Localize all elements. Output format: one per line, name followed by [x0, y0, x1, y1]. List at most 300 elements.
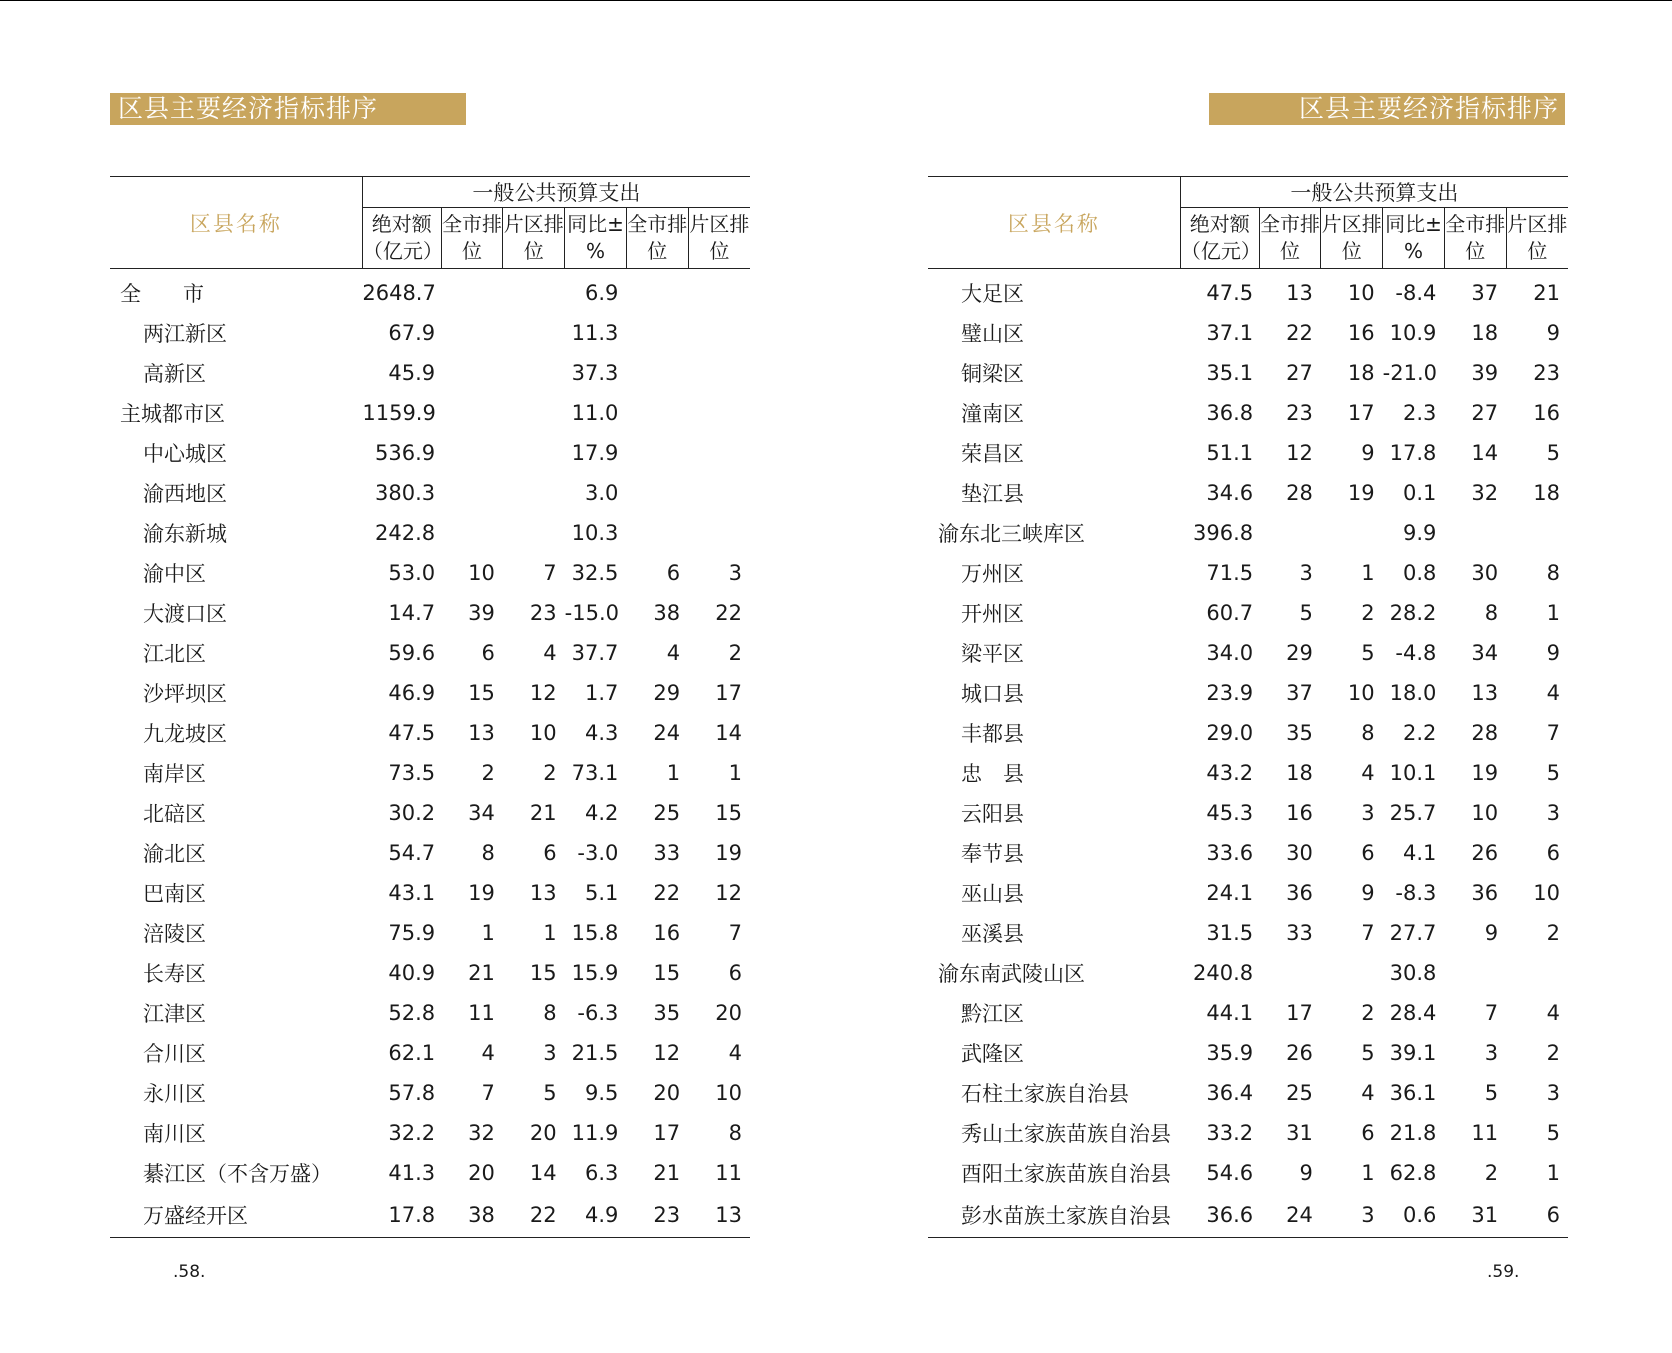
yoy-change-cell: 39.1	[1389, 1041, 1437, 1065]
county-name-cell: 渝东北三峡库区	[938, 522, 1085, 546]
absolute-amount-cell: 43.1	[388, 881, 436, 905]
zone-rank-2-cell: 8	[728, 1121, 742, 1145]
zone-rank-2-cell: 17	[715, 681, 742, 705]
zone-rank-2-cell: 6	[1546, 841, 1560, 865]
yoy-change-cell: 17.8	[1389, 441, 1437, 465]
county-name-cell: 巴南区	[143, 882, 206, 906]
city-rank-cell: 15	[468, 681, 495, 705]
city-rank-2-cell: 17	[653, 1121, 681, 1145]
absolute-amount-cell: 240.8	[1193, 961, 1254, 985]
yoy-change-cell: 32.5	[571, 561, 619, 585]
city-rank-2-cell	[626, 313, 688, 353]
county-name-cell: 铜梁区	[961, 362, 1024, 386]
zone-rank-cell: 21	[529, 801, 557, 825]
yoy-change-cell: 17.9	[571, 441, 619, 465]
city-rank-2-cell	[626, 393, 688, 433]
absolute-amount-cell: 62.1	[388, 1041, 436, 1065]
zone-rank-cell	[1321, 513, 1383, 553]
county-name-cell: 全 市	[120, 282, 204, 306]
zone-rank-2-cell: 1	[728, 761, 742, 785]
zone-rank-2-cell: 2	[728, 641, 742, 665]
zone-rank-2-cell: 15	[715, 801, 742, 825]
city-rank-cell	[441, 433, 503, 473]
city-rank-2-cell: 37	[1471, 281, 1499, 305]
city-rank-2-cell: 25	[653, 801, 681, 825]
absolute-amount-cell: 52.8	[388, 1001, 436, 1025]
yoy-change-cell: 2.3	[1403, 401, 1437, 425]
zone-rank-cell: 3	[543, 1041, 557, 1065]
page-title-banner	[110, 93, 466, 125]
zone-rank-2-cell: 7	[1546, 721, 1560, 745]
zone-rank-2-cell: 4	[728, 1041, 742, 1065]
zone-rank-cell: 1	[1361, 561, 1375, 585]
zone-rank-2-cell	[1506, 953, 1568, 993]
zone-rank-2-cell: 20	[715, 1001, 742, 1025]
zone-rank-2-cell	[688, 313, 750, 353]
table-row	[928, 953, 1568, 993]
absolute-amount-cell: 33.6	[1206, 841, 1254, 865]
table-row	[110, 793, 750, 833]
city-rank-header: 全市排位	[441, 208, 503, 269]
page-number: .58.	[173, 1262, 206, 1282]
city-rank-2-cell: 20	[653, 1081, 681, 1105]
yoy-change-cell: 9.5	[585, 1081, 619, 1105]
zone-rank-cell	[503, 513, 565, 553]
absolute-amount-cell: 17.8	[362, 1193, 441, 1238]
city-rank-2-cell: 36	[1471, 881, 1499, 905]
city-rank-2-cell: 7	[1484, 1001, 1499, 1025]
zone-rank-2-cell: 1	[1546, 1161, 1560, 1185]
table-row	[110, 873, 750, 913]
county-name-cell: 南川区	[143, 1122, 206, 1146]
county-name-cell: 忠 县	[961, 762, 1024, 786]
city-rank-2-cell: 10	[1471, 801, 1499, 825]
yoy-change-cell: 3.0	[585, 481, 619, 505]
city-rank-2-cell	[1444, 513, 1506, 553]
absolute-amount-cell: 45.3	[1206, 801, 1254, 825]
county-name-cell: 万州区	[961, 562, 1024, 586]
table-row	[110, 313, 750, 353]
county-name-cell: 渝西地区	[143, 482, 227, 506]
city-rank-cell: 17	[1286, 1001, 1313, 1025]
zone-rank-2-cell: 4	[1546, 681, 1560, 705]
table-row	[928, 833, 1568, 873]
zone-rank-cell: 9	[1361, 441, 1375, 465]
yoy-change-cell: 9.9	[1403, 521, 1437, 545]
city-rank-2-cell: 5	[1484, 1081, 1499, 1105]
zone-rank-2-header: 片区排位	[1506, 208, 1568, 269]
budget-expenditure-header: 一般公共预算支出	[362, 177, 750, 208]
city-rank-cell	[441, 353, 503, 393]
zone-rank-2-header: 片区排位	[688, 208, 750, 269]
yoy-change-cell: 11.9	[571, 1121, 619, 1145]
county-name-cell: 江北区	[143, 642, 206, 666]
table-row	[110, 553, 750, 593]
yoy-change-cell: 5.1	[585, 881, 619, 905]
absolute-amount-cell: 51.1	[1206, 441, 1254, 465]
absolute-amount-cell: 30.2	[388, 801, 436, 825]
county-name-cell: 巫山县	[961, 882, 1024, 906]
yoy-change-cell: 2.2	[1403, 721, 1437, 745]
city-rank-2-cell: 32	[1471, 481, 1499, 505]
county-name-cell: 綦江区（不含万盛）	[143, 1162, 332, 1186]
yoy-change-cell: -4.8	[1395, 641, 1437, 665]
zone-rank-cell	[503, 433, 565, 473]
county-name-cell: 永川区	[143, 1082, 206, 1106]
city-rank-cell	[441, 473, 503, 513]
yoy-change-cell: 15.9	[571, 961, 619, 985]
zone-rank-cell: 17	[1347, 401, 1375, 425]
city-rank-cell: 6	[481, 641, 495, 665]
yoy-change-cell: -15.0	[564, 601, 619, 625]
absolute-amount-cell: 34.6	[1206, 481, 1254, 505]
absolute-amount-cell: 24.1	[1206, 881, 1254, 905]
yoy-change-cell: -3.0	[577, 841, 619, 865]
zone-rank-cell	[503, 313, 565, 353]
county-name-cell: 垫江县	[961, 482, 1024, 506]
table-row	[110, 833, 750, 873]
county-name-cell: 合川区	[143, 1042, 206, 1066]
zone-rank-cell	[503, 353, 565, 393]
county-name-cell: 南岸区	[143, 762, 206, 786]
absolute-amount-cell: 34.0	[1206, 641, 1254, 665]
table-row	[928, 633, 1568, 673]
city-rank-2-cell: 4	[666, 641, 681, 665]
city-rank-cell: 33	[1286, 921, 1313, 945]
city-rank-2-cell: 26	[1471, 841, 1499, 865]
absolute-amount-cell: 43.2	[1206, 761, 1254, 785]
absolute-amount-cell: 1159.9	[362, 401, 436, 425]
table-row	[928, 1113, 1568, 1153]
county-name-cell: 北碚区	[143, 802, 206, 826]
yoy-change-header: 同比±%	[565, 208, 627, 269]
table-row	[110, 913, 750, 953]
city-rank-2-cell: 39	[1471, 361, 1499, 385]
yoy-change-cell: 11.3	[571, 321, 619, 345]
city-rank-2-cell: 23	[626, 1193, 688, 1238]
zone-rank-cell	[1321, 953, 1383, 993]
county-name-cell: 奉节县	[961, 842, 1024, 866]
zone-rank-cell: 8	[543, 1001, 557, 1025]
absolute-amount-cell: 14.7	[388, 601, 436, 625]
county-name-cell: 云阳县	[961, 802, 1024, 826]
absolute-amount-cell: 46.9	[388, 681, 436, 705]
zone-rank-2-cell: 22	[715, 601, 742, 625]
city-rank-cell: 24	[1259, 1193, 1321, 1238]
city-rank-2-cell: 29	[653, 681, 681, 705]
zone-rank-2-cell: 5	[1546, 761, 1560, 785]
zone-rank-2-cell: 19	[715, 841, 742, 865]
zone-rank-cell: 12	[529, 681, 557, 705]
city-rank-2-cell: 27	[1471, 401, 1499, 425]
absolute-amount-cell: 57.8	[388, 1081, 436, 1105]
county-name-cell: 开州区	[961, 602, 1024, 626]
county-name-cell: 彭水苗族土家族自治县	[928, 1193, 1180, 1238]
zone-rank-cell: 18	[1347, 361, 1375, 385]
table-row	[928, 793, 1568, 833]
city-rank-cell: 27	[1286, 361, 1313, 385]
table-row	[928, 1193, 1568, 1238]
zone-rank-header: 片区排位	[503, 208, 565, 269]
yoy-change-cell: 6.3	[585, 1161, 619, 1185]
city-rank-2-cell: 24	[653, 721, 681, 745]
page-title: 区县主要经济指标排序	[1298, 94, 1559, 123]
budget-expenditure-header: 一般公共预算支出	[1180, 177, 1568, 208]
zone-rank-cell: 5	[1361, 641, 1375, 665]
table-row	[928, 873, 1568, 913]
table-row	[928, 1153, 1568, 1193]
zone-rank-cell: 4	[543, 641, 557, 665]
city-rank-cell: 1	[481, 921, 495, 945]
yoy-change-cell: 4.9	[565, 1193, 627, 1238]
zone-rank-cell: 1	[1361, 1161, 1375, 1185]
city-rank-2-cell	[626, 353, 688, 393]
yoy-change-cell: 4.1	[1403, 841, 1437, 865]
absolute-amount-cell: 36.6	[1180, 1193, 1259, 1238]
zone-rank-cell: 10	[1347, 281, 1375, 305]
table-row	[928, 993, 1568, 1033]
county-name-cell: 渝东南武陵山区	[938, 962, 1085, 986]
county-name-cell: 梁平区	[961, 642, 1024, 666]
page-title-banner	[1209, 93, 1565, 125]
city-rank-2-header: 全市排位	[1444, 208, 1506, 269]
zone-rank-2-cell: 9	[1546, 641, 1560, 665]
absolute-amount-cell: 54.7	[388, 841, 436, 865]
city-rank-2-cell: 1	[666, 761, 681, 785]
county-name-cell: 潼南区	[961, 402, 1024, 426]
absolute-amount-cell: 29.0	[1206, 721, 1254, 745]
city-rank-cell: 28	[1286, 481, 1313, 505]
absolute-amount-cell: 59.6	[388, 641, 436, 665]
table-row	[928, 473, 1568, 513]
absolute-amount-cell: 44.1	[1206, 1001, 1254, 1025]
yoy-change-cell: 0.6	[1383, 1193, 1445, 1238]
city-rank-2-cell: 15	[653, 961, 681, 985]
city-rank-cell: 11	[468, 1001, 495, 1025]
city-rank-cell: 13	[1286, 281, 1313, 305]
city-rank-2-cell: 14	[1471, 441, 1499, 465]
table-row	[110, 673, 750, 713]
city-rank-2-cell: 6	[666, 561, 681, 585]
zone-rank-2-cell: 1	[1546, 601, 1560, 625]
yoy-change-cell: 27.7	[1389, 921, 1437, 945]
county-name-cell: 黔江区	[961, 1002, 1024, 1026]
zone-rank-cell: 3	[1361, 801, 1375, 825]
yoy-change-cell: 0.1	[1403, 481, 1437, 505]
absolute-amount-header: 绝对额（亿元）	[362, 208, 441, 269]
absolute-amount-cell: 40.9	[388, 961, 436, 985]
county-name-cell: 两江新区	[143, 322, 227, 346]
county-name-header: 区县名称	[110, 177, 362, 269]
table-row	[110, 513, 750, 553]
yoy-change-cell: -6.3	[577, 1001, 619, 1025]
yoy-change-cell: 25.7	[1389, 801, 1437, 825]
county-name-cell: 高新区	[143, 362, 206, 386]
zone-rank-cell: 14	[529, 1161, 557, 1185]
zone-rank-cell: 4	[1361, 1081, 1375, 1105]
city-rank-cell: 2	[481, 761, 495, 785]
zone-rank-2-cell: 23	[1533, 361, 1560, 385]
table-row	[110, 1073, 750, 1113]
yoy-change-cell: 10.3	[571, 521, 619, 545]
zone-rank-cell: 7	[1361, 921, 1375, 945]
table-row	[110, 353, 750, 393]
zone-rank-cell: 2	[1361, 601, 1375, 625]
city-rank-cell: 31	[1286, 1121, 1313, 1145]
city-rank-cell: 38	[441, 1193, 503, 1238]
city-rank-cell: 25	[1286, 1081, 1313, 1105]
county-name-cell: 涪陵区	[143, 922, 206, 946]
city-rank-cell: 4	[481, 1041, 495, 1065]
table-row	[928, 269, 1568, 314]
table-row	[110, 1193, 750, 1238]
city-rank-cell: 16	[1286, 801, 1313, 825]
city-rank-2-cell: 16	[653, 921, 681, 945]
city-rank-2-cell: 13	[1471, 681, 1499, 705]
zone-rank-2-cell: 7	[728, 921, 742, 945]
zone-rank-cell: 5	[543, 1081, 557, 1105]
table-row	[928, 513, 1568, 553]
zone-rank-2-cell: 2	[1546, 921, 1560, 945]
city-rank-cell: 29	[1286, 641, 1313, 665]
city-rank-cell: 23	[1286, 401, 1313, 425]
absolute-amount-cell: 73.5	[388, 761, 436, 785]
indicator-table	[110, 176, 750, 1238]
city-rank-2-cell: 22	[653, 881, 681, 905]
county-name-cell: 石柱土家族自治县	[961, 1082, 1129, 1106]
absolute-amount-cell: 242.8	[375, 521, 436, 545]
city-rank-2-cell: 3	[1484, 1041, 1499, 1065]
yoy-change-cell: 4.2	[585, 801, 619, 825]
city-rank-cell: 35	[1286, 721, 1313, 745]
city-rank-2-cell: 28	[1471, 721, 1499, 745]
absolute-amount-cell: 36.8	[1206, 401, 1254, 425]
zone-rank-2-cell: 6	[1506, 1193, 1568, 1238]
table-row	[928, 433, 1568, 473]
zone-rank-cell: 10	[529, 721, 557, 745]
county-name-cell: 大渡口区	[143, 602, 227, 626]
table-row	[928, 553, 1568, 593]
zone-rank-2-cell: 10	[715, 1081, 742, 1105]
city-rank-cell	[441, 393, 503, 433]
city-rank-cell: 21	[468, 961, 495, 985]
city-rank-2-cell	[626, 513, 688, 553]
table-row	[110, 633, 750, 673]
indicator-table	[928, 176, 1568, 1238]
absolute-amount-cell: 67.9	[388, 321, 436, 345]
city-rank-cell	[441, 313, 503, 353]
absolute-amount-cell: 71.5	[1206, 561, 1254, 585]
zone-rank-cell: 3	[1321, 1193, 1383, 1238]
absolute-amount-cell: 47.5	[1206, 281, 1254, 305]
zone-rank-2-cell: 3	[1546, 1081, 1560, 1105]
zone-rank-2-cell: 16	[1533, 401, 1560, 425]
city-rank-2-cell: 34	[1471, 641, 1499, 665]
table-row	[110, 953, 750, 993]
zone-rank-2-cell: 4	[1546, 1001, 1560, 1025]
city-rank-header: 全市排位	[1259, 208, 1321, 269]
county-name-cell: 酉阳土家族苗族自治县	[961, 1162, 1171, 1186]
city-rank-2-cell: 8	[1484, 601, 1499, 625]
county-name-cell: 万盛经开区	[110, 1193, 362, 1238]
city-rank-2-cell: 2	[1484, 1161, 1499, 1185]
yoy-change-cell: 18.0	[1389, 681, 1437, 705]
zone-rank-cell: 9	[1361, 881, 1375, 905]
absolute-amount-cell: 380.3	[375, 481, 436, 505]
zone-rank-cell: 2	[1361, 1001, 1375, 1025]
city-rank-cell: 3	[1299, 561, 1313, 585]
yoy-change-cell: 1.7	[585, 681, 619, 705]
table-row	[110, 993, 750, 1033]
right-page	[836, 0, 1672, 1353]
city-rank-2-cell: 11	[1471, 1121, 1499, 1145]
absolute-amount-cell: 36.4	[1206, 1081, 1254, 1105]
table-row	[928, 313, 1568, 353]
table-row	[928, 913, 1568, 953]
zone-rank-2-cell: 3	[728, 561, 742, 585]
zone-rank-2-cell: 3	[1546, 801, 1560, 825]
yoy-change-cell: -8.3	[1395, 881, 1437, 905]
zone-rank-cell: 4	[1361, 761, 1375, 785]
absolute-amount-cell: 35.1	[1206, 361, 1254, 385]
table-row	[110, 393, 750, 433]
zone-rank-cell	[503, 473, 565, 513]
city-rank-cell: 32	[468, 1121, 495, 1145]
city-rank-2-cell: 9	[1484, 921, 1499, 945]
yoy-change-cell: 21.8	[1389, 1121, 1437, 1145]
absolute-amount-cell: 31.5	[1206, 921, 1254, 945]
city-rank-cell: 36	[1286, 881, 1313, 905]
table-row	[928, 713, 1568, 753]
city-rank-cell: 7	[481, 1081, 495, 1105]
county-name-cell: 荣昌区	[961, 442, 1024, 466]
zone-rank-cell: 22	[503, 1193, 565, 1238]
city-rank-2-cell: 35	[653, 1001, 681, 1025]
yoy-change-cell: 30.8	[1389, 961, 1437, 985]
zone-rank-2-cell: 12	[715, 881, 742, 905]
absolute-amount-cell: 33.2	[1206, 1121, 1254, 1145]
city-rank-cell: 5	[1299, 601, 1313, 625]
city-rank-cell: 9	[1299, 1161, 1313, 1185]
absolute-amount-cell: 2648.7	[362, 281, 436, 305]
table-row	[928, 393, 1568, 433]
page-number: .59.	[1487, 1262, 1520, 1282]
page-title: 区县主要经济指标排序	[118, 94, 379, 123]
zone-rank-cell: 6	[1361, 841, 1375, 865]
yoy-change-cell: 15.8	[571, 921, 619, 945]
zone-rank-2-cell: 5	[1546, 1121, 1560, 1145]
table-row	[928, 1033, 1568, 1073]
zone-rank-2-cell: 13	[688, 1193, 750, 1238]
county-name-cell: 巫溪县	[961, 922, 1024, 946]
zone-rank-2-cell: 18	[1533, 481, 1560, 505]
table-row	[110, 1113, 750, 1153]
zone-rank-cell: 13	[529, 881, 557, 905]
absolute-amount-cell: 47.5	[388, 721, 436, 745]
zone-rank-2-cell	[688, 393, 750, 433]
table-row	[110, 713, 750, 753]
zone-rank-cell: 1	[543, 921, 557, 945]
city-rank-cell: 37	[1286, 681, 1313, 705]
yoy-change-cell: 36.1	[1389, 1081, 1437, 1105]
table-row	[110, 1153, 750, 1193]
zone-rank-cell: 6	[543, 841, 557, 865]
zone-rank-cell: 20	[529, 1121, 557, 1145]
city-rank-cell: 34	[468, 801, 495, 825]
zone-rank-2-cell: 8	[1546, 561, 1560, 585]
absolute-amount-cell: 35.9	[1206, 1041, 1254, 1065]
city-rank-2-cell: 21	[653, 1161, 681, 1185]
